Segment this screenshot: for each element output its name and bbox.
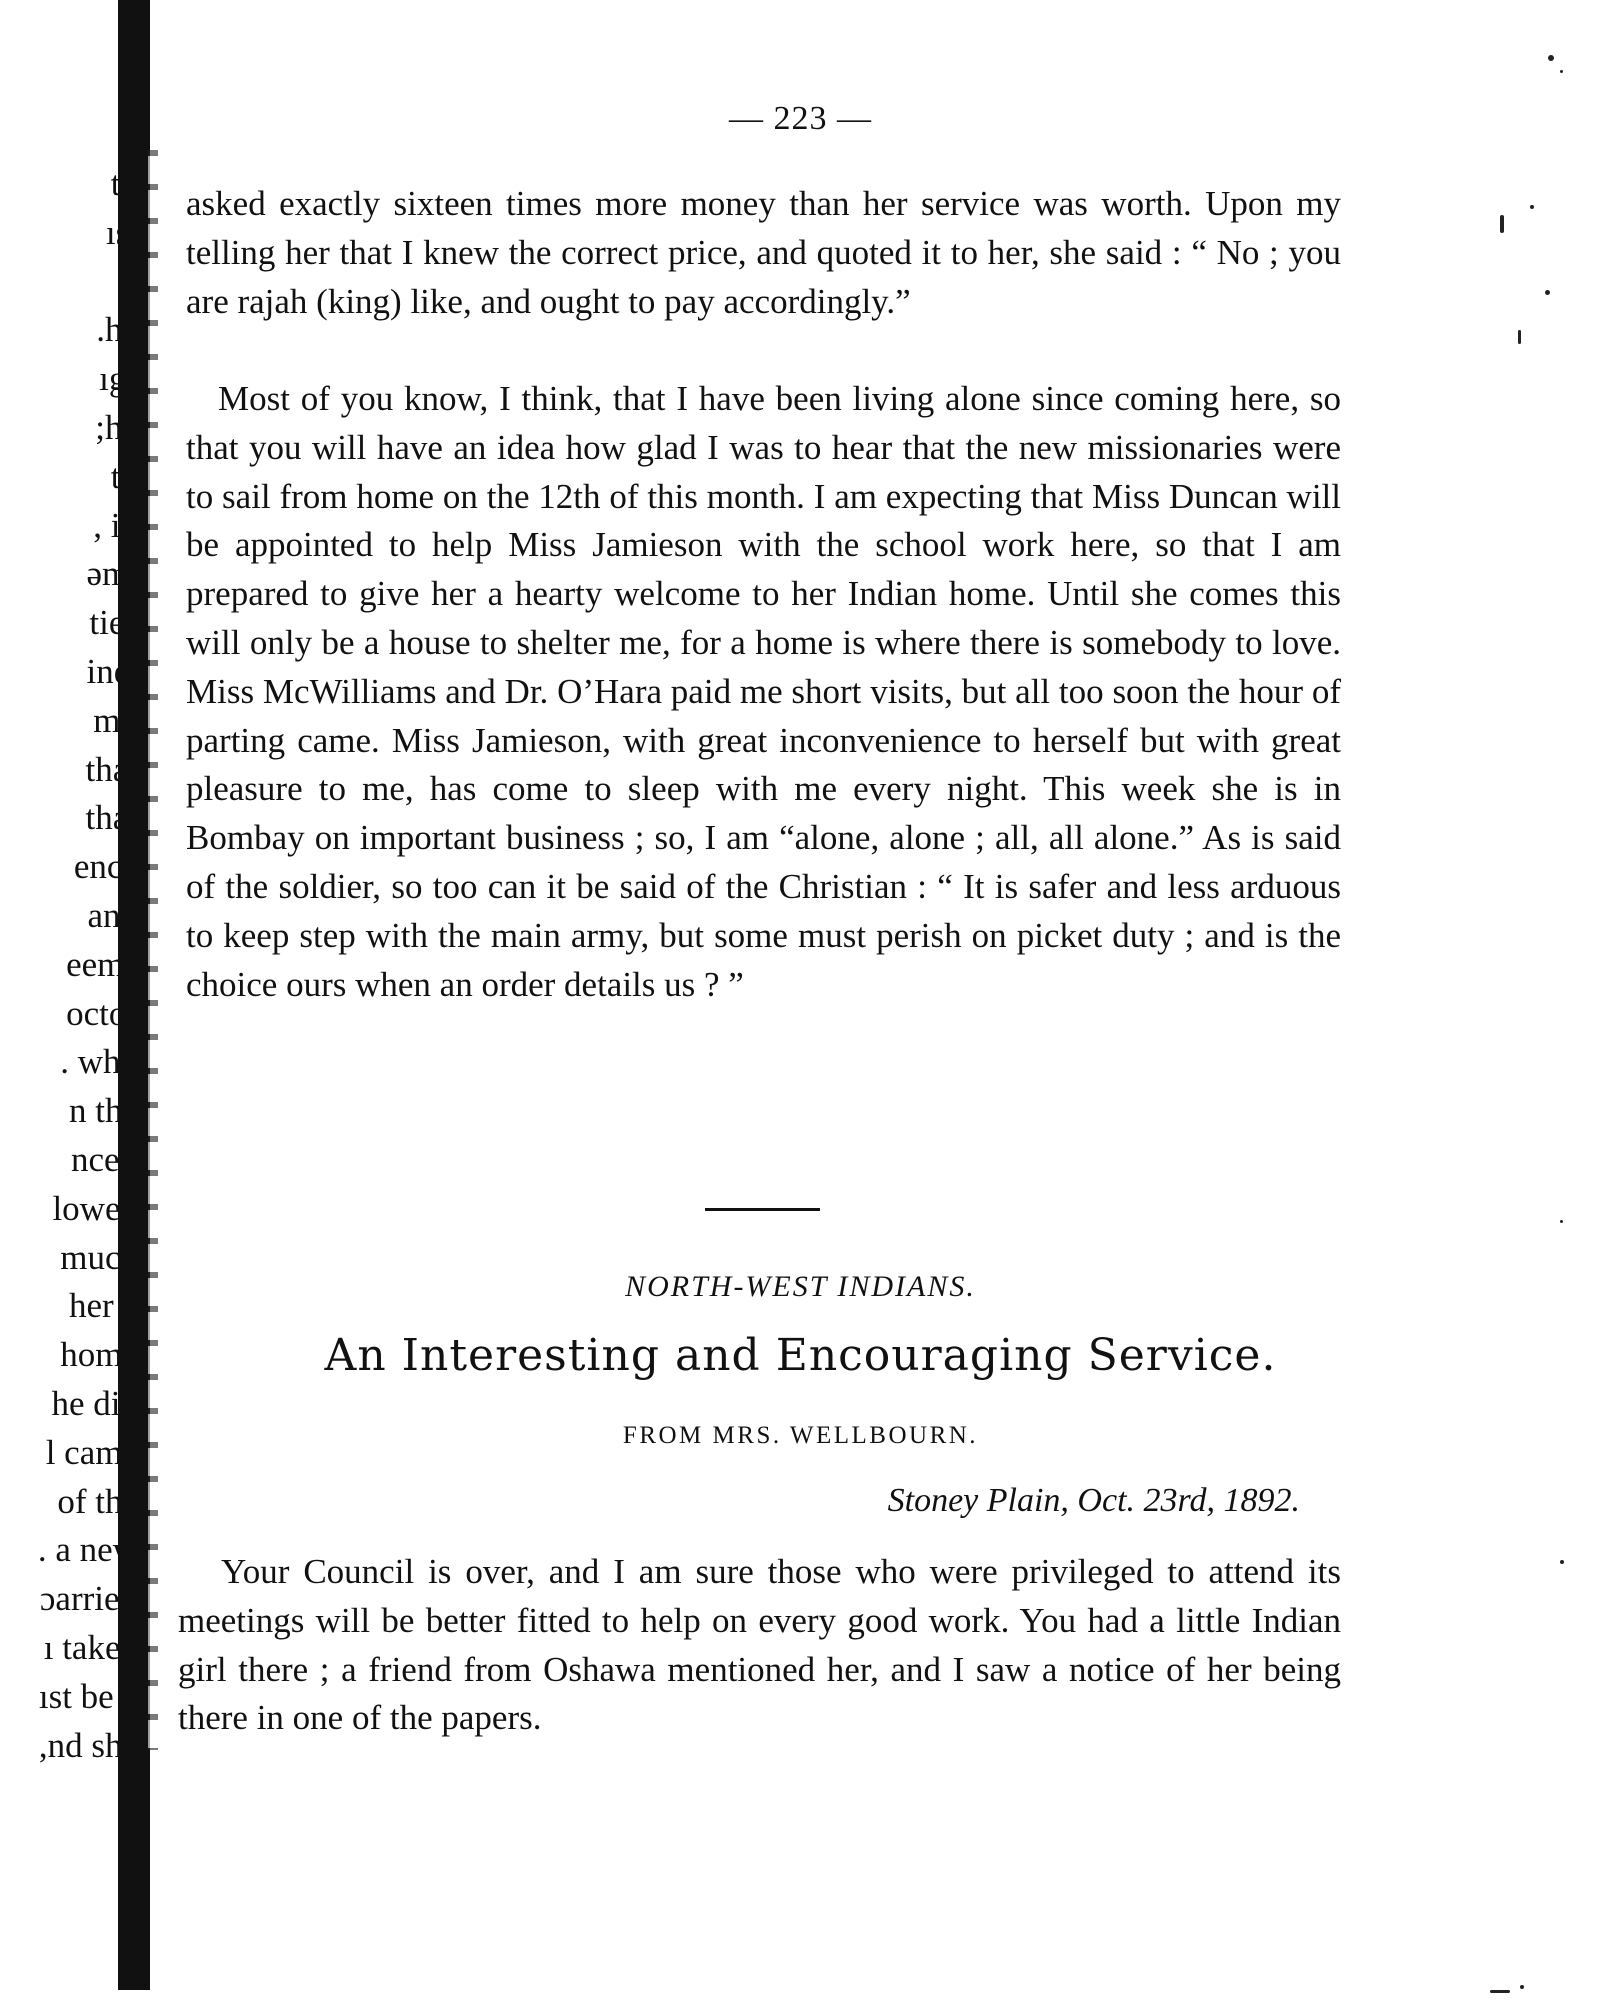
fragment-line: to: [110, 456, 138, 496]
scan-speck: [1560, 70, 1563, 73]
paragraph-3: Your Council is over, and I am sure those who were privileged to attend its meetings will be better fitted to help on every good work. You had a little Indian girl there ; a friend from Oshawa mentioned her, and I saw a notice of her being there in one of the papers.: [178, 1552, 1341, 1738]
fragment-line: that: [85, 798, 138, 838]
page-number: — 223 —: [729, 100, 872, 137]
fragment-line: ıst be a: [38, 1676, 138, 1716]
article-headline: An Interesting and Encouraging Service.: [324, 1330, 1277, 1381]
article-dateline: Stoney Plain, Oct. 23rd, 1892.: [887, 1482, 1300, 1519]
scan-speck: [1545, 290, 1550, 295]
previous-page-fragments: [10, 160, 150, 1770]
fragment-line: ɔarrier.: [39, 1579, 138, 1619]
fragment-line: to: [110, 164, 138, 203]
fragment-line: home: [60, 1335, 138, 1375]
fragment-line: . a new: [37, 1530, 138, 1570]
scan-speck: [1518, 330, 1521, 344]
paragraph-1: asked exactly sixteen times more money than her service was worth. Upon my telling her that I knew the correct price, and quoted it to her, she said : “ No ; you are rajah (king) like, and ought to pay accordingly.”: [186, 184, 1341, 321]
paragraph-2: Most of you know, I think, that I have been living alone since coming here, so that you will have an idea how glad I was to hear that the new missionaries were to sail from home on the 12th of this month. I am expecting that Miss Duncan will be appointed to help Miss Jamieson with the school work here, so that I am prepared to give her a hearty welcome to her Indian home. Until she comes this will only be a house to shelter me, for a home is where there is somebody to love. Miss McWilliams and Dr. O’Hara paid me short visits, but all too soon the hour of parting came. Miss Jamieson, with great inconvenience to herself but with great pleasure to me, has come to sleep with me every night. This week she is in Bombay on important business ; so, I am “alone, alone ; all, all alone.” As is said of the soldier, so too can it be said of the Christian : “ It is safer and less arduous to keep step with the main army, but some must perish on picket duty ; and is the choice ours when an order details us ? ”: [186, 379, 1341, 1004]
fragment-line: octor: [66, 993, 138, 1033]
fragment-line: of the: [57, 1481, 138, 1521]
scan-speck: [1530, 205, 1534, 209]
scan-speck: [1520, 1985, 1524, 1989]
fragment-line: ı taken: [43, 1627, 138, 1667]
scan-speck: [1548, 55, 1554, 61]
article-byline: FROM MRS. WELLBOURN.: [622, 1422, 979, 1449]
fragment-line: that: [85, 749, 138, 789]
fragment-line: l came: [45, 1432, 138, 1472]
fragment-line: .he: [96, 310, 138, 350]
fragment-line: ıs,: [105, 212, 138, 252]
fragment-line: ;he: [95, 407, 138, 447]
fragment-line: he did: [51, 1383, 138, 1423]
fragment-line: , in: [93, 505, 138, 545]
fragment-line: ence: [73, 847, 138, 887]
fragment-line: ine.: [86, 651, 138, 691]
section-divider: [705, 1208, 820, 1211]
fragment-line: lowed: [52, 1188, 138, 1228]
fragment-line: ,nd she: [38, 1725, 138, 1765]
fragment-line: . who: [60, 1042, 138, 1082]
fragment-line: n the: [68, 1091, 138, 1131]
fragment-line: ties: [89, 603, 138, 643]
fragment-line: əm.: [86, 554, 138, 594]
scan-speck: [1500, 215, 1504, 233]
fragment-line: and: [87, 895, 138, 935]
section-title: NORTH-WEST INDIANS.: [625, 1270, 976, 1303]
fragment-line: nce i: [70, 1139, 138, 1179]
fragment-line: [10, 258, 138, 307]
scan-speck: [1560, 1560, 1564, 1564]
scan-speck: [1560, 1220, 1563, 1223]
fragment-line: her a: [69, 1286, 138, 1326]
fragment-line: ıg-: [99, 359, 138, 399]
scan-speck: [1490, 1990, 1510, 1993]
fragment-line: my: [93, 700, 138, 740]
fragment-line: eems: [66, 944, 138, 984]
fragment-line: much: [60, 1237, 138, 1277]
